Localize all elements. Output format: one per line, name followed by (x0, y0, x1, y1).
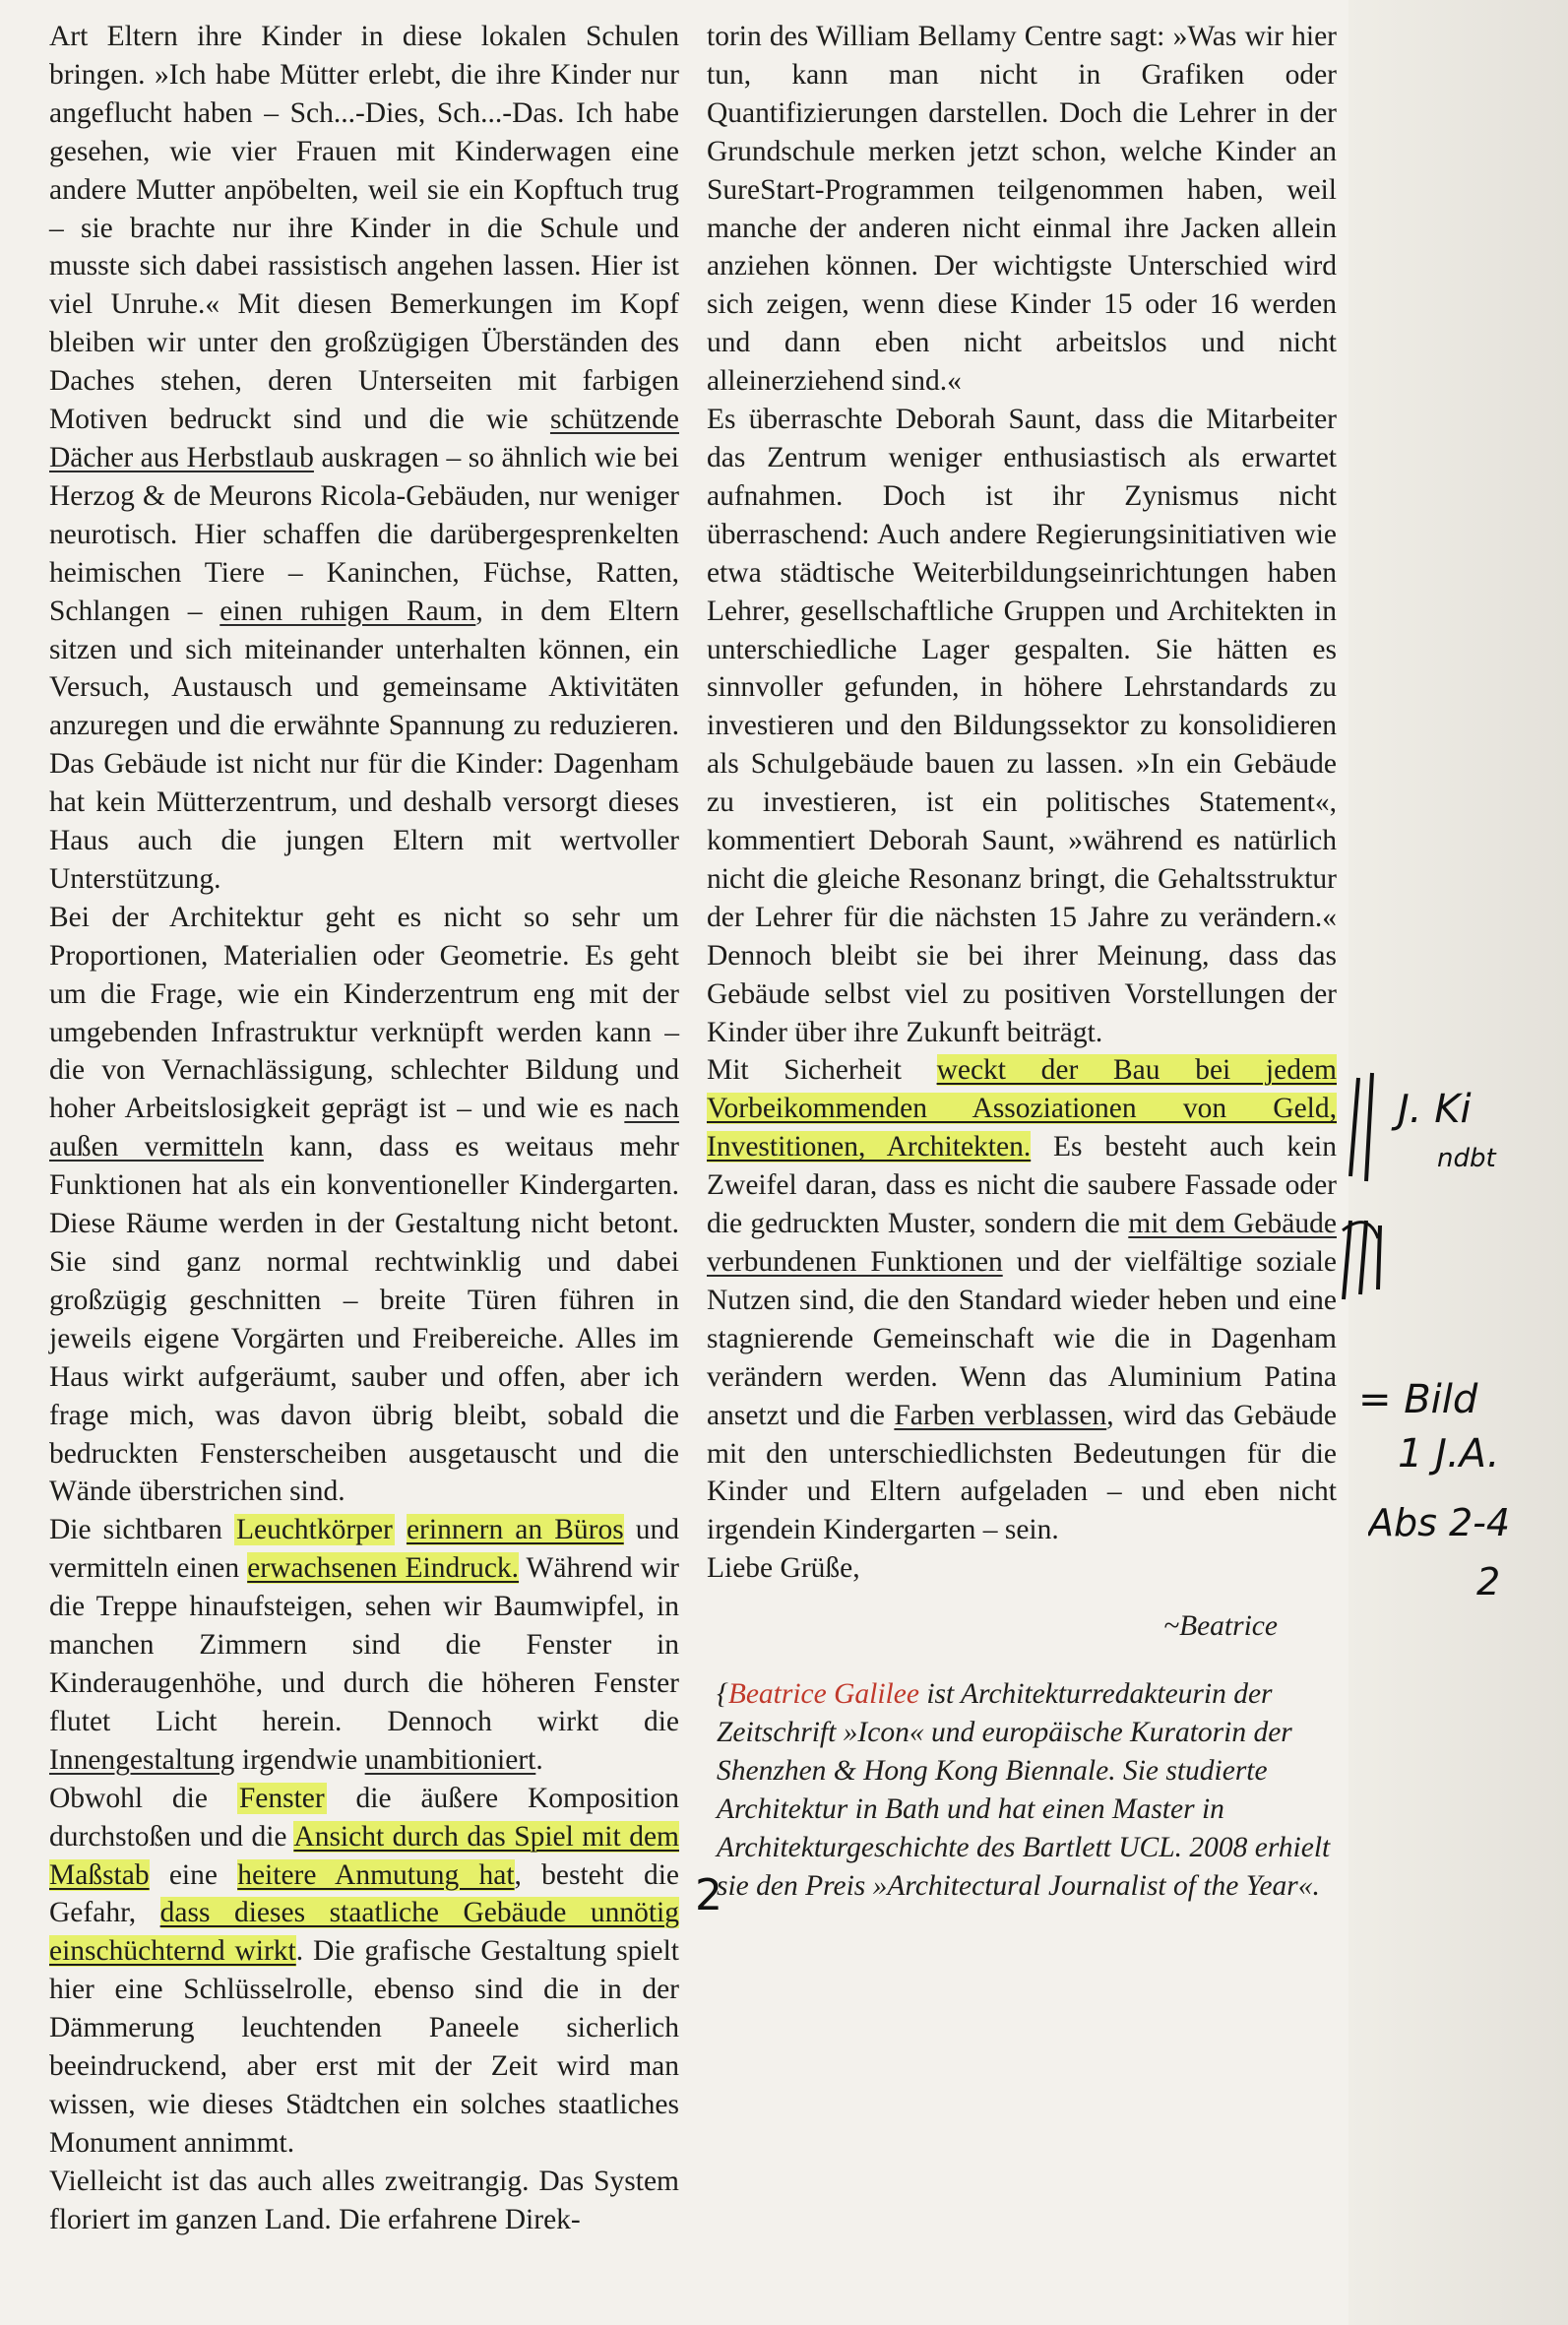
note-text: 2 (1476, 1560, 1501, 1603)
highlighted-phrase: Fenster (238, 1782, 325, 1814)
handwritten-annotations (1339, 1063, 1565, 1496)
highlighted-phrase: dass dieses staatliche Gebäude unnötig einschüchternd wirkt (49, 1897, 679, 1968)
note-text: 2 (695, 1870, 722, 1920)
highlighted-phrase: heitere Anmutung hat (237, 1858, 515, 1891)
note-text: ndbt (1437, 1144, 1496, 1173)
underlined-phrase: schützende Dächer aus Herbstlaub (49, 404, 679, 473)
paragraph: Es überraschte Deborah Saunt, dass die Mitarbeiter das Zentrum weniger enthusiastisch als erwartet aufnahmen. Doch ist ihr Zynismus nicht überraschend: Auch andere Regierungsinitiativen wie etwa städtische Weiterbildungseinrichtungen haben Lehrer, gesellschaftliche Gruppen und Architekten in unterschiedliche Lager gespalten. Sie hätten es sinnvoller gefunden, in höhere Lehrstandards zu investieren und den Bildungssektor zu konsolidieren als Schulgebäude bauen zu lassen. »In ein Gebäude zu investieren, ist ein politisches Statement«, kommentiert Deborah Saunt, »während es natürlich nicht die gleiche Resonanz bringt, die Gehaltsstruktur der Lehrer für die nächsten 15 Jahre zu verändern.« Dennoch bleibt sie bei ihrer Meinung, dass das Gebäude selbst viel zu positiven Vorstellungen der Kinder über ihre Zukunft beiträgt. (707, 404, 1337, 1048)
highlighted-phrase: erwachsenen Eindruck. (247, 1552, 520, 1585)
highlighted-phrase: erinnern an Büros (406, 1514, 624, 1546)
author-bio: {Beatrice Galilee ist Architekturredakteurin der Zeitschrift »Icon« und europäische Kuratorin der Shenzhen & Hong Kong Biennale. Sie studierte Architektur in Bath und hat einen Master in Architekturgeschichte des Bartlett UCL. 2008 erhielt sie den Preis »Architectural Journalist of the Year«. (717, 1678, 1331, 1902)
paragraph: Bei der Architektur geht es nicht so sehr um Proportionen, Materialien oder Geometrie. Es geht um die Frage, wie ein Kinderzentrum eng mit der umgebenden Infrastruktur verknüpft werden kann – die von Vernachlässigung, schlechter Bildung und hoher Arbeitslosigkeit geprägt ist – und wie es nach außen vermitteln kann, dass es weitaus mehr Funktionen hat als ein konventioneller Kindergarten. Diese Räume werden in der Gestaltung nicht betont. Sie sind ganz normal rechtwinklig und dabei großzügig geschnitten – breite Türen führen in jeweils eigene Vorgärten und Freibereiche. Alles im Haus wirkt aufgeräumt, sauber und offen, aber ich frage mich, was davon übrig bleibt, sobald die bedruckten Fensterscheiben ausgetauscht und die Wände überstrichen sind. (49, 901, 679, 1508)
paragraph: Art Eltern ihre Kinder in diese lokalen Schulen bringen. »Ich habe Mütter erlebt, die ihre Kinder nur angeflucht haben – Sch...-Dies, Sch...-Das. Ich habe gesehen, wie vier Frauen mit Kinderwagen eine andere Mutter anpöbelten, weil sie ein Kopftuch trug – sie brachte nur ihre Kinder in die Schule und musste sich dabei rassistisch angehen lassen. Hier ist viel Unruhe.« Mit diesen Bemerkungen im Kopf bleiben wir unter den großzügigen Überständen des Daches stehen, deren Unterseiten mit farbigen Motiven bedruckt sind und die wie schützende Dächer aus Herbstlaub auskragen – so ähnlich wie bei Herzog & de Meurons Ricola-Gebäuden, nur weniger neurotisch. Hier schaffen die darübergesprenkelten heimischen Tiere – Kaninchen, Füchse, Ratten, Schlangen – einen ruhigen Raum, in dem Eltern sitzen und sich miteinander unterhalten können, ein Versuch, Austausch und gemeinsame Aktivitäten anzuregen und die erwähnte Spannung zu reduzieren. Das Gebäude ist nicht nur für die Kinder: Dagenham hat kein Mütterzentrum, und deshalb versorgt dieses Haus auch die jungen Eltern mit wertvoller Unterstützung. (49, 21, 679, 895)
paragraph: Mit Sicherheit weckt der Bau bei jedem Vorbeikommenden Assoziationen von Geld, Investitionen, Architekten. Es besteht auch kein Zweifel daran, dass es nicht die saubere Fassade oder die gedruckten Muster, sondern die mit dem Gebäude verbundenen Funktionen und der vielfältige soziale Nutzen sind, die den Standard wieder heben und eine stagnierende Gemeinschaft wie die in Dagenham verändern werden. Wenn das Aluminium Patina ansetzt und die Farben verblassen, wird das Gebäude mit den unterschiedlichsten Bedeutungen für die Kinder und Eltern aufgeladen – und eben nicht irgendein Kindergarten – sein. (707, 1054, 1337, 1546)
underlined-phrase: unambitioniert (364, 1743, 536, 1776)
paragraph: Obwohl die Fenster die äußere Komposition durchstoßen und die Ansicht durch das Spiel mit dem Maßstab eine heitere Anmutung hat, besteht die Gefahr, dass dieses staatliche Gebäude unnötig einschüchternd wirkt. Die grafische Gestaltung spielt hier eine Schlüsselrolle, ebenso sind die in der Dämmerung leuchtenden Paneele sicherlich beeindruckend, aber erst mit der Zeit wird man wissen, wie dieses Städtchen ein solches staatliches Monument annimmt. (49, 1782, 680, 2159)
underlined-phrase: mit dem Gebäude verbundenen Funktionen (707, 1208, 1337, 1278)
underlined-phrase: nach außen vermitteln (49, 1093, 679, 1163)
handwritten-annotations-2 (1368, 1486, 1565, 1624)
middle-text-column (707, 18, 1337, 1906)
left-text-column (49, 18, 679, 2239)
highlighted-phrase: Leuchtkörper (235, 1514, 393, 1546)
note-text: J. Ki (1398, 1087, 1472, 1132)
note-text: Abs 2-4 (1368, 1501, 1511, 1544)
paragraph: torin des William Bellamy Centre sagt: »Was wir hier tun, kann man nicht in Grafiken oder Quantifizierungen darstellen. Doch die Lehrer in der Grundschule merken jetzt schon, welche Kinder an SureStart-Programmen teilgenommen haben, weil manche der anderen nicht einmal ihre Jacken allein anziehen können. Der wichtigste Unterschied wird sich zeigen, wenn diese Kinder 15 oder 16 werden und dann eben nicht arbeitslos und nicht alleinerziehend sind.« (707, 21, 1337, 398)
author-name: Beatrice Galilee (727, 1678, 919, 1711)
note-text: 1 J.A. (1398, 1431, 1500, 1477)
paragraph: Die sichtbaren Leuchtkörper erinnern an Büros und vermitteln einen erwachsenen Eindruck. Während wir die Treppe hinaufsteigen, sehen wir Baumwipfel, in manchen Zimmern sind die Fenster in Kinderaugenhöhe, und durch die höheren Fenster flutet Licht herein. Dennoch wirkt die Innengestaltung irgendwie unambitioniert. (49, 1514, 680, 1776)
signature: ~Beatrice (1163, 1610, 1278, 1643)
underlined-phrase: einen ruhigen Raum (220, 595, 476, 627)
underlined-phrase: Innengestaltung (49, 1743, 235, 1776)
highlighted-phrase: Ansicht durch das Spiel mit dem Maßstab (49, 1820, 679, 1891)
margin-mark (689, 1860, 738, 1929)
paragraph: Vielleicht ist das auch alles zweitrangig. Das System floriert im ganzen Land. Die erfahrene Direk- (49, 2165, 679, 2235)
note-text: = Bild (1358, 1377, 1478, 1422)
paragraph: Liebe Grüße, (707, 1552, 860, 1585)
underlined-phrase: Farben verblassen (894, 1399, 1107, 1431)
highlighted-phrase: weckt der Bau bei jedem Vorbeikommenden Assoziationen von Geld, Investitionen, Architekten. (707, 1054, 1337, 1163)
